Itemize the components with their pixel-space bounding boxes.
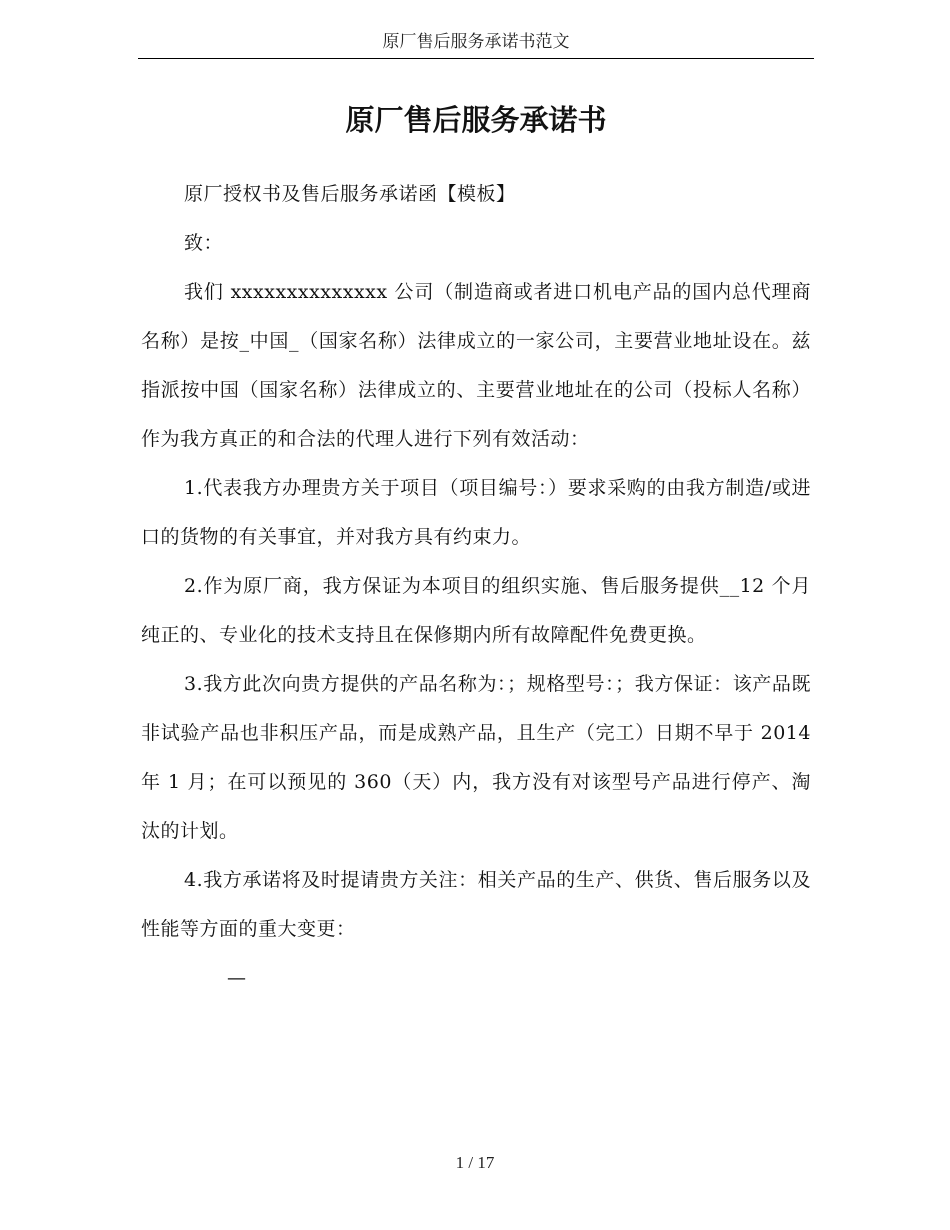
paragraph-salutation: 致：: [184, 232, 224, 254]
paragraph-subtitle: 原厂授权书及售后服务承诺函【模板】: [184, 183, 516, 205]
paragraph-item-4: 4.我方承诺将及时提请贵方关注：相关产品的生产、供货、售后服务以及性能等方面的重大变更：: [141, 869, 811, 940]
paragraph-dash: —: [227, 967, 247, 989]
document-title: 原厂售后服务承诺书: [345, 103, 607, 137]
page-number: 1 / 17: [455, 1153, 495, 1172]
running-header: 原厂售后服务承诺书范文: [138, 31, 814, 59]
paragraph-item-2: 2.作为原厂商，我方保证为本项目的组织实施、售后服务提供__12 个月纯正的、专业化的技术支持且在保修期内所有故障配件免费更换。: [141, 575, 811, 646]
paragraph-intro: 我们 xxxxxxxxxxxxxx 公司（制造商或者进口机电产品的国内总代理商名称）是按_中国_（国家名称）法律成立的一家公司，主要营业地址设在。兹指派按中国（国家名称）法律成立的、主要营业地址在的公司（投标人名称）作为我方真正的和合法的代理人进行下列有效活动：: [141, 281, 811, 450]
paragraph-item-3: 3.我方此次向贵方提供的产品名称为：；规格型号：；我方保证：该产品既非试验产品也非积压产品，而是成熟产品，且生产（完工）日期不早于 2014 年 1 月；在可以预见的 360（天）内，我方没有对该型号产品进行停产、淘汰的计划。: [141, 673, 811, 842]
document-body: [141, 170, 811, 1003]
paragraph-item-1: 1.代表我方办理贵方关于项目（项目编号：）要求采购的由我方制造/或进口的货物的有关事宜，并对我方具有约束力。: [141, 477, 811, 548]
